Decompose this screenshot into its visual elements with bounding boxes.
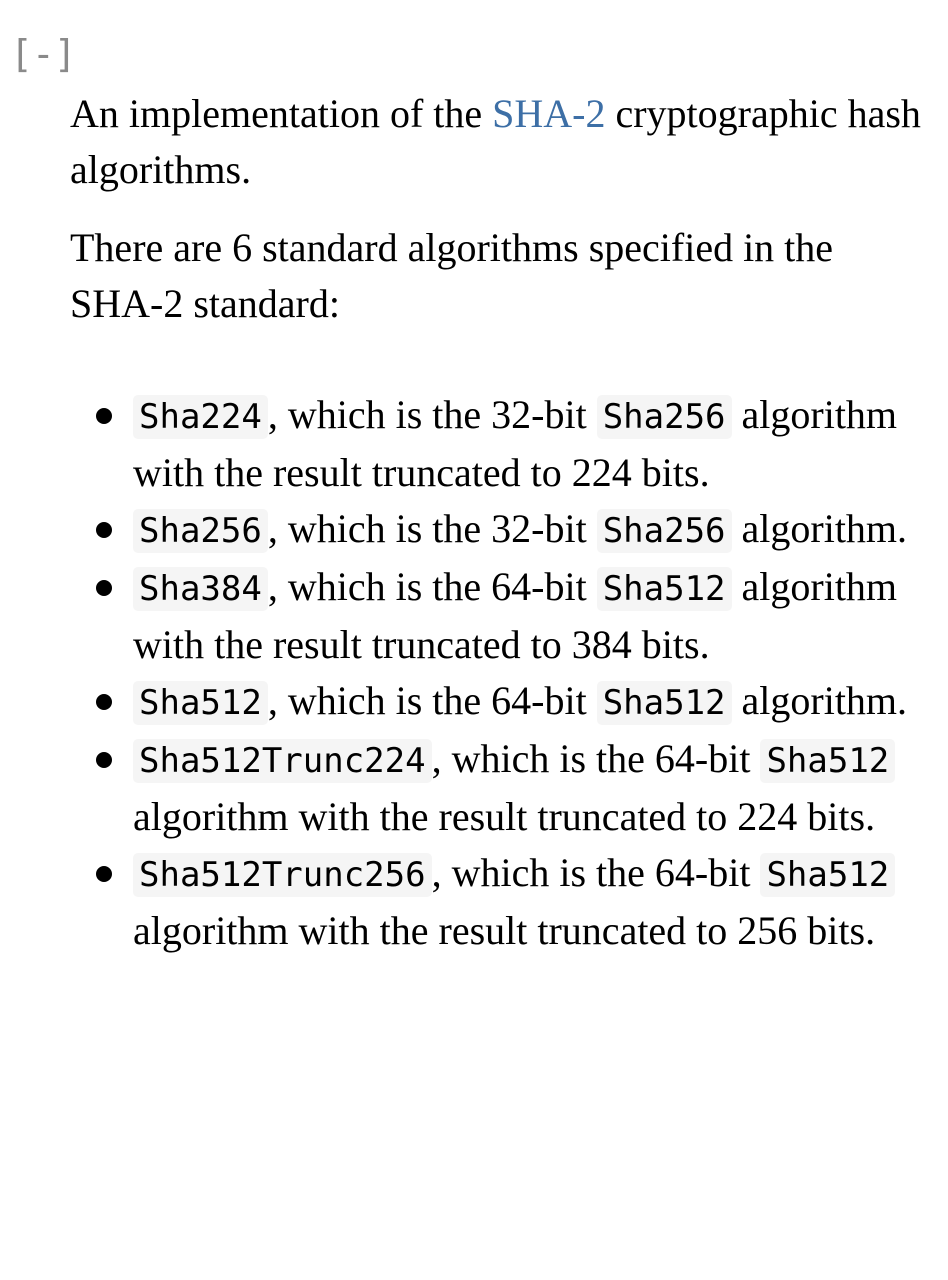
item-text: , which is the 64-bit bbox=[431, 736, 761, 781]
algorithm-name: Sha512Trunc224 bbox=[133, 739, 432, 783]
algorithm-ref: Sha256 bbox=[597, 509, 732, 553]
item-text: , which is the 64-bit bbox=[431, 850, 761, 895]
algorithm-ref: Sha256 bbox=[597, 395, 732, 439]
list-item bbox=[70, 559, 930, 673]
algorithm-name: Sha256 bbox=[133, 509, 268, 553]
intro-text-after: cryptographic hash algorithms. bbox=[70, 91, 921, 192]
algorithm-name: Sha512Trunc256 bbox=[133, 853, 432, 897]
algorithm-ref: Sha512 bbox=[597, 567, 732, 611]
sha2-link[interactable]: SHA-2 bbox=[492, 91, 606, 136]
bullet-icon bbox=[96, 408, 112, 424]
list-item bbox=[70, 731, 930, 845]
list-item bbox=[70, 845, 930, 959]
algorithm-ref: Sha512 bbox=[760, 739, 895, 783]
collapse-toggle[interactable]: [-] bbox=[10, 32, 76, 76]
item-text: algorithm. bbox=[731, 506, 908, 551]
algorithm-ref: Sha512 bbox=[597, 681, 732, 725]
item-text: , which is the 32-bit bbox=[267, 392, 597, 437]
list-item bbox=[70, 673, 930, 731]
standard-paragraph: There are 6 standard algorithms specified in the SHA-2 standard: bbox=[70, 225, 834, 326]
bullet-icon bbox=[96, 522, 112, 538]
item-text: algorithm with the result truncated to 384 bits. bbox=[133, 564, 898, 667]
item-text: algorithm. bbox=[731, 678, 908, 723]
algorithm-name: Sha384 bbox=[133, 567, 268, 611]
list-item bbox=[70, 387, 930, 501]
item-text: algorithm with the result truncated to 224 bits. bbox=[133, 392, 898, 495]
item-text: algorithm with the result truncated to 256 bits. bbox=[133, 908, 876, 953]
algorithm-name: Sha224 bbox=[133, 395, 268, 439]
algorithm-list bbox=[70, 387, 930, 959]
item-text: , which is the 64-bit bbox=[267, 678, 597, 723]
bullet-icon bbox=[96, 866, 112, 882]
intro-text-before: An implementation of the bbox=[70, 91, 493, 136]
item-text: algorithm with the result truncated to 224 bits. bbox=[133, 794, 876, 839]
algorithm-ref: Sha512 bbox=[760, 853, 895, 897]
bullet-icon bbox=[96, 694, 112, 710]
item-text: , which is the 64-bit bbox=[267, 564, 597, 609]
algorithm-name: Sha512 bbox=[133, 681, 268, 725]
docblock bbox=[70, 86, 930, 959]
item-text: , which is the 32-bit bbox=[267, 506, 597, 551]
intro-paragraph bbox=[70, 86, 930, 198]
list-item bbox=[70, 501, 930, 559]
bullet-icon bbox=[96, 752, 112, 768]
bullet-icon bbox=[96, 580, 112, 596]
